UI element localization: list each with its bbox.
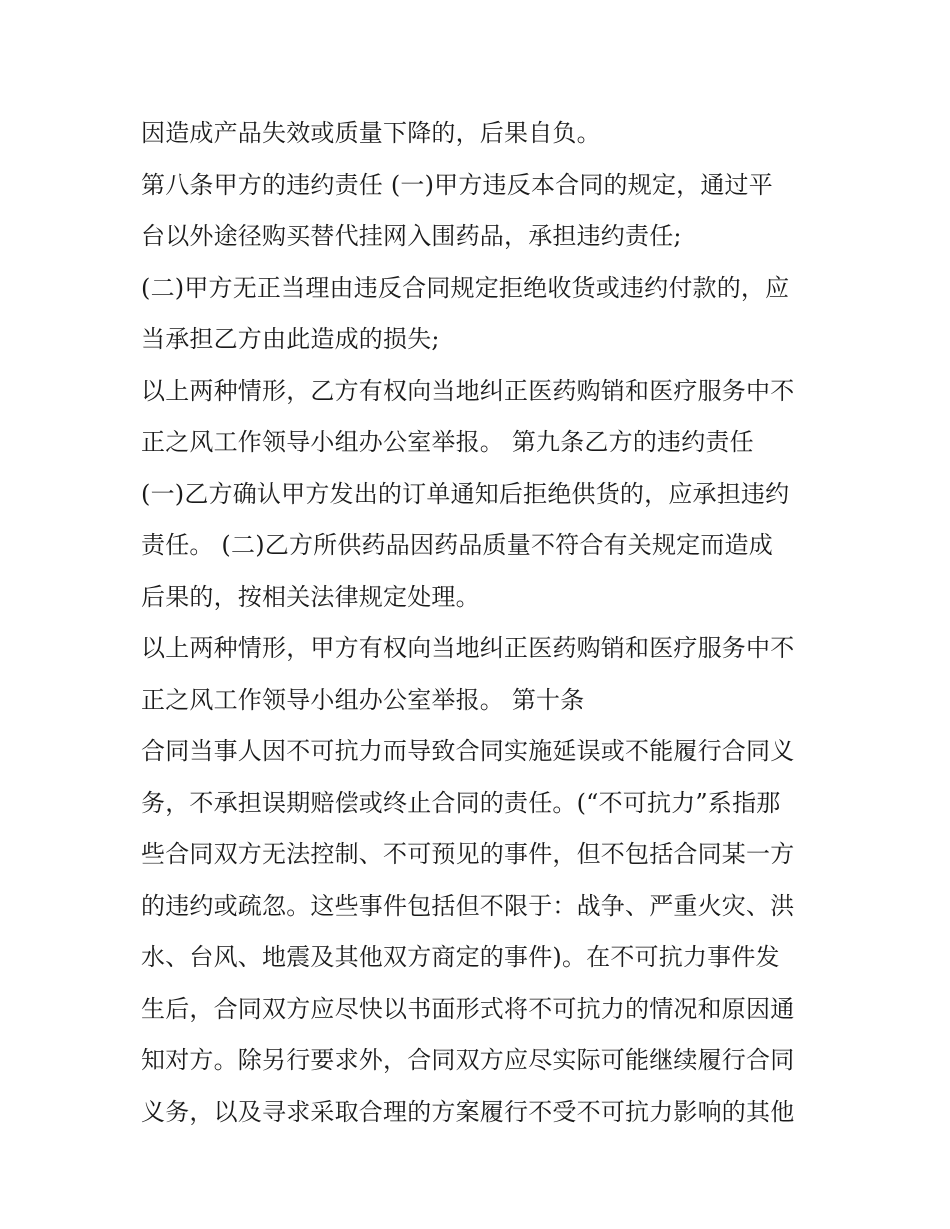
text-line: 因造成产品失效或质量下降的，后果自负。 [141,119,601,147]
text-line: 务，不承担误期赔偿或终止合同的责任。(“不可抗力”系指那 [141,788,781,817]
text-line: 合同当事人因不可抗力而导致合同实施延误或不能履行合同义 [141,737,795,765]
text-line: 水、台风、地震及其他双方商定的事件)。在不可抗力事件发 [141,943,780,971]
text-line: 责任。 (二)乙方所供药品因药品质量不符合有关规定而造成 [141,531,773,559]
text-line: (一)乙方确认甲方发出的订单通知后拒绝供货的，应承担违约 [141,479,790,508]
text-line: 义务，以及寻求采取合理的方案履行不受不可抗力影响的其他 [141,1097,795,1126]
text-line: 正之风工作领导小组办公室举报。 第九条乙方的违约责任 [141,428,754,456]
text-line: 以上两种情形，甲方有权向当地纠正医药购销和医疗服务中不 [141,634,795,662]
text-line: 第八条甲方的违约责任 (一)甲方违反本合同的规定，通过平 [141,170,773,199]
text-line: (二)甲方无正当理由违反合同规定拒绝收货或违约付款的，应 [141,273,790,302]
text-line: 后果的，按相关法律规定处理。 [141,582,480,611]
text-line: 以上两种情形，乙方有权向当地纠正医药购销和医疗服务中不 [141,376,795,405]
document-body [141,108,821,1138]
text-line: 台以外途径购买替代挂网入围药品，承担违约责任; [141,222,682,250]
text-line: 生后，合同双方应尽快以书面形式将不可抗力的情况和原因通 [141,994,795,1023]
text-line: 的违约或疏忽。这些事件包括但不限于：战争、严重火灾、洪 [141,891,795,920]
text-line: 些合同双方无法控制、不可预见的事件，但不包括合同某一方 [141,840,795,868]
text-line: 正之风工作领导小组办公室举报。 第十条 [141,685,585,714]
text-line: 当承担乙方由此造成的损失; [141,325,440,353]
text-line: 知对方。除另行要求外，合同双方应尽实际可能继续履行合同 [141,1046,795,1074]
